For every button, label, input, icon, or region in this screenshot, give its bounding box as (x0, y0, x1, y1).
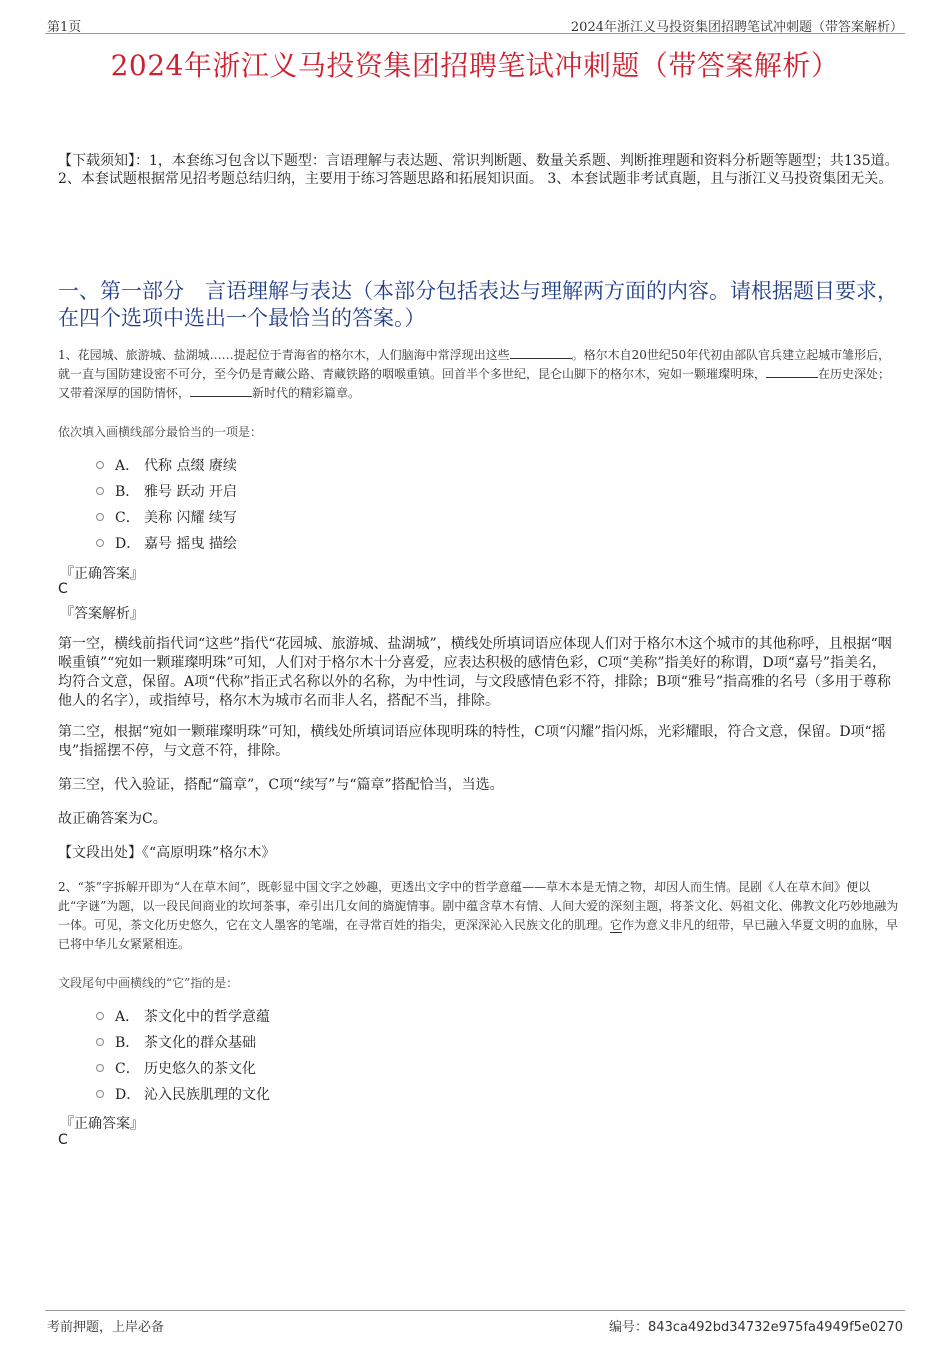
download-notice: 【下载须知】：1，本套练习包含以下题型：言语理解与表达题、常识判断题、数量关系题、判断推理题和资料分析题等题型；共135道。 2、本套试题根据常见招考题总结归纳，主要用于练习答题思路和拓展知识面。 3、本套试题非考试真题，且与浙江义马投资集团无关。 (58, 153, 899, 187)
option-a[interactable]: A． 代称 点缀 赓续 (96, 452, 237, 478)
radio-icon[interactable] (96, 1012, 104, 1020)
blank-2 (766, 365, 818, 378)
option-d[interactable]: D． 沁入民族肌理的文化 (96, 1081, 270, 1107)
radio-icon[interactable] (96, 513, 104, 521)
answer-value: C (58, 1132, 68, 1148)
analysis-conclusion: 故正确答案为C。 (58, 811, 167, 827)
analysis-paragraph-3: 第三空，代入验证，搭配“篇章”，C项“续写”与“篇章”搭配恰当，当选。 (58, 777, 504, 793)
header-doc-title: 2024年浙江义马投资集团招聘笔试冲刺题（带答案解析） (570, 20, 903, 35)
page-footer (45, 1310, 905, 1335)
question-2-prompt: 文段尾句中画横线的“它”指的是： (58, 976, 239, 990)
answer-value: C (58, 581, 68, 597)
radio-icon[interactable] (96, 539, 104, 547)
document-code: 编号：843ca492bd34732e975fa4949f5e0270 (609, 1320, 903, 1335)
radio-icon[interactable] (96, 1064, 104, 1072)
option-b[interactable]: B． 雅号 跃动 开启 (96, 478, 237, 504)
document-title: 2024年浙江义马投资集团招聘笔试冲刺题（带答案解析） (110, 49, 840, 82)
question-2-stem: 2、“茶”字拆解开即为“人在草木间”，既彰显中国文字之妙趣，更透出文字中的哲学意蕴——草木本是无情之物，却因人而生情。昆剧《人在草木间》便以此“字谜”为题，以一段民间商业的坎坷茶事，牵引出几女间的旖旎情事。剧中蕴含草木有情、人间大爱的深刻主题，将茶文化、妈祖文化、佛教文化巧妙地融为一体。可见，茶文化历史悠久，它在文人墨客的笔端，在寻常百姓的指尖，更深深沁入民族文化的肌理。它作为意义非凡的纽带，早已融入华夏文明的血脉，早已将中华儿女紧紧相连。 (58, 880, 899, 951)
question-1-prompt: 依次填入画横线部分最恰当的一项是： (58, 425, 263, 439)
blank-3 (190, 384, 252, 397)
blank-1 (510, 346, 572, 359)
option-c[interactable]: C． 美称 闪耀 续写 (96, 504, 237, 530)
radio-icon[interactable] (96, 487, 104, 495)
option-d[interactable]: D． 嘉号 摇曳 描绘 (96, 530, 237, 556)
analysis-paragraph-1: 第一空，横线前指代词“这些”指代“花园城、旅游城、盐湖城”，横线处所填词语应体现人们对于格尔木这个城市的其他称呼，且根据“咽喉重镇”“宛如一颗璀璨明珠”可知，人们对于格尔木十分喜爱，应表达积极的感情色彩，C项“美称”指美好的称谓，D项“嘉号”指美名，均符合文意，保留。A项“代称”指正式名称以外的名称，为中性词，与文段感情色彩不符，排除；B项“雅号”指高雅的名号（多用于尊称他人的名字），或指绰号，格尔木为城市名而非人名，搭配不当，排除。 (58, 636, 892, 709)
page-header (45, 13, 905, 34)
source-citation: 【文段出处】《“高原明珠”格尔木》 (58, 845, 276, 861)
option-a[interactable]: A． 茶文化中的哲学意蕴 (96, 1003, 270, 1029)
footer-slogan: 考前押题，上岸必备 (47, 1320, 165, 1335)
answer-label: 『正确答案』 (60, 1116, 144, 1132)
answer-label: 『正确答案』 (60, 566, 144, 582)
underlined-pronoun: 它 (610, 918, 623, 932)
radio-icon[interactable] (96, 461, 104, 469)
option-c[interactable]: C． 历史悠久的茶文化 (96, 1055, 270, 1081)
page-number: 第1页 (47, 20, 82, 35)
section-title: 一、第一部分 言语理解与表达（本部分包括表达与理解两方面的内容。请根据题目要求，在四个选项中选出一个最恰当的答案。） (58, 279, 898, 330)
radio-icon[interactable] (96, 1038, 104, 1046)
question-1-options (96, 452, 237, 556)
question-1-stem: 1、花园城、旅游城、盐湖城……提起位于青海省的格尔木，人们脑海中常浮现出这些 。格尔木自20世纪50年代初由部队官兵建立起城市雏形后，就一直与国防建设密不可分，至今仍是青藏公路、青藏铁路的咽喉重镇。回首半个多世纪，昆仑山脚下的格尔木，宛如一颗璀璨明珠， 在历史深处；又带着深厚的国防情怀， 新时代的精彩篇章。 (58, 348, 891, 400)
question-2-options (96, 1003, 270, 1107)
analysis-label: 『答案解析』 (60, 606, 144, 622)
radio-icon[interactable] (96, 1090, 104, 1098)
analysis-paragraph-2: 第二空，根据“宛如一颗璀璨明珠”可知，横线处所填词语应体现明珠的特性，C项“闪耀”指闪烁，光彩耀眼，符合文意，保留。D项“摇曳”指摇摆不停，与文意不符，排除。 (58, 724, 886, 759)
option-b[interactable]: B． 茶文化的群众基础 (96, 1029, 270, 1055)
